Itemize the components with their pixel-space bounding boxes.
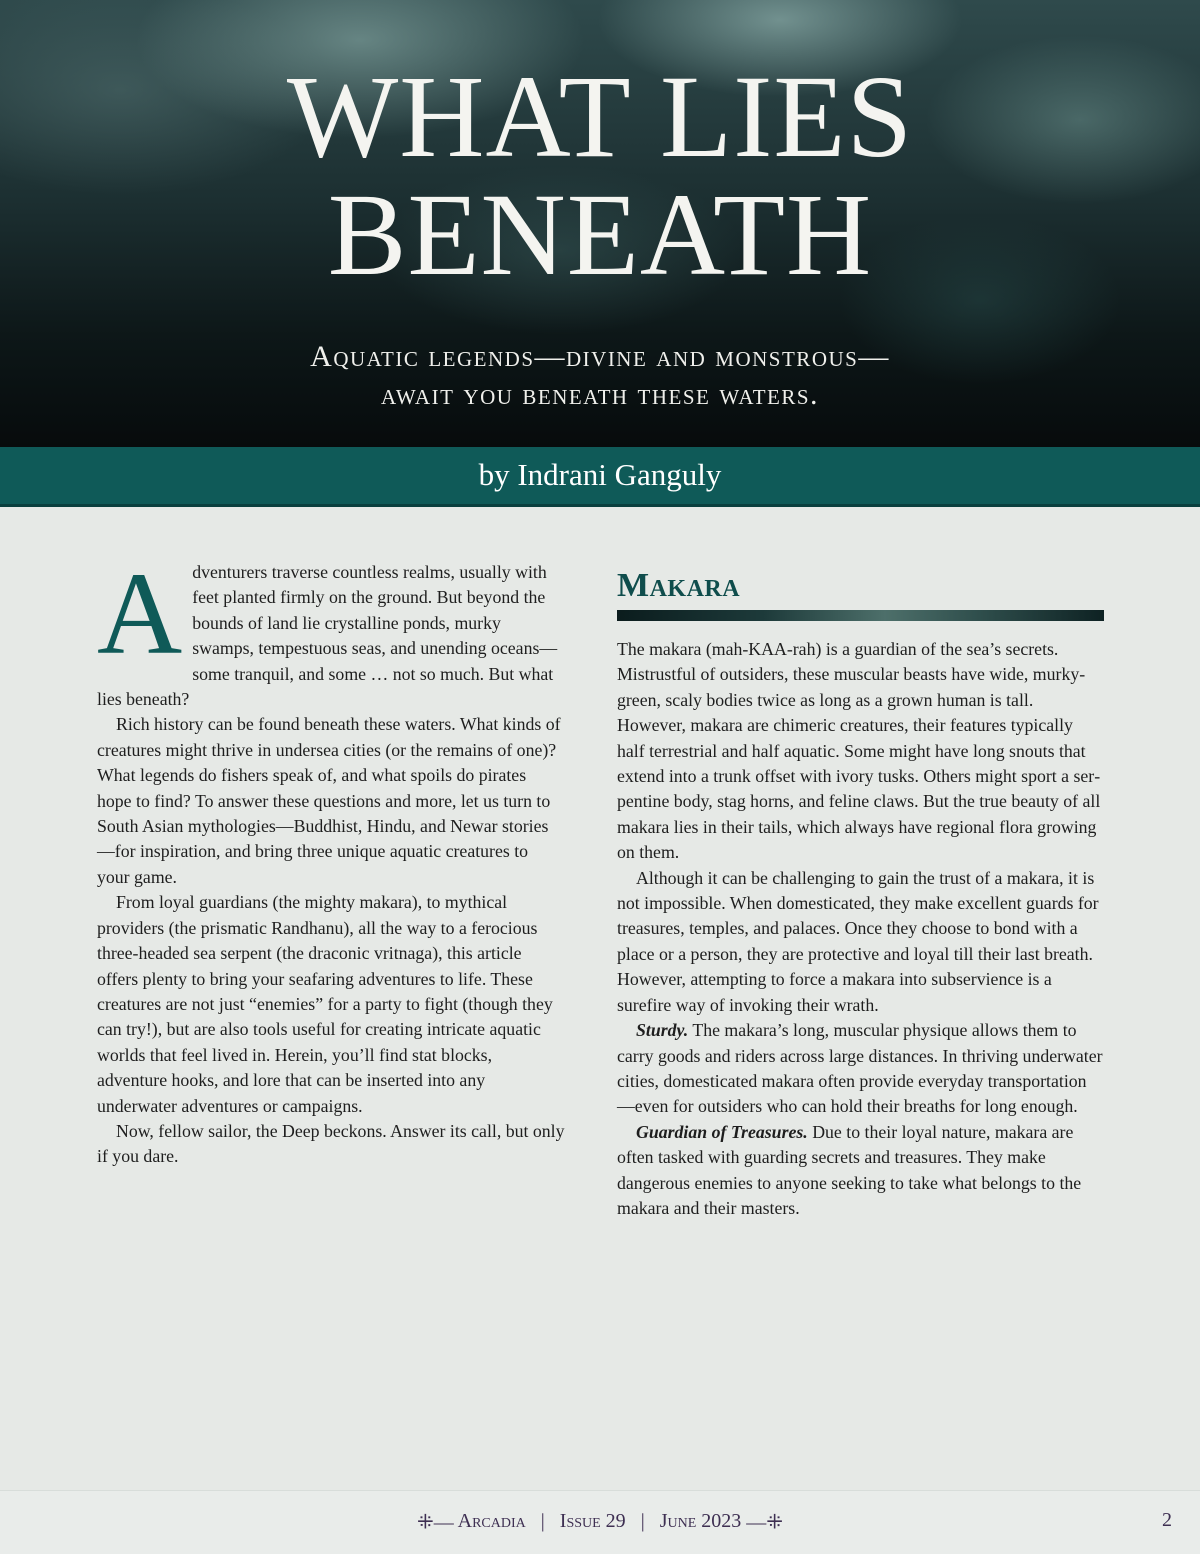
title-line-1: WHAT LIES	[286, 51, 914, 182]
article-subtitle	[0, 338, 1200, 414]
makara-section	[617, 566, 1104, 1221]
makara-paragraph-sturdy	[617, 1018, 1104, 1120]
issue-date: June 2023	[659, 1510, 742, 1532]
section-divider	[617, 610, 1104, 621]
footer-separator: |	[540, 1510, 545, 1532]
sturdy-label: Sturdy.	[636, 1020, 689, 1041]
intro-paragraph-4: Now, fellow sailor, the Deep beckons. Answer its call, but only if you dare.	[97, 1120, 565, 1167]
makara-paragraph-1: The makara (mah-KAA-rah) is a guardian of the sea’s secrets. Mistrustful of outsiders, these muscular beasts have wide, murky-green, scaly bodies twice as long as a grown human is tall. However, makara are chimeric creatures, their features typically half terrestrial and half aquatic. Some might have long snouts that extend into a trunk offset with ivory tusks. Others might sport a serpentine body, stag horns, and feline claws. But the true beauty of all makara lies in their tails, which always have regional flora growing on them.	[617, 639, 1101, 863]
intro-paragraph-2: Rich history can be found beneath these waters. What kinds of creatures might thrive in undersea cities (or the remains of one)? What legends do fishers speak of, and what spoils do pirates hope to find? To answer these questions and more, let us turn to South Asian mythologies—Buddhist, Hindu, and Newar stories—for inspiration, and bring three unique aquatic creatures to your game.	[97, 714, 561, 887]
page-number: 2	[1162, 1509, 1172, 1531]
intro-paragraph-1-text: dventurers traverse countless realms, usually with feet planted firmly on the ground. But beyond the bounds of land lie crystalline ponds, murky swamps, tempestuous seas, and unending oceans—some tranquil, and some … not so much. But what lies beneath?	[97, 562, 558, 710]
drop-cap: A	[97, 548, 183, 679]
hero-banner	[0, 0, 1200, 447]
ornament-left-icon: ⁜—	[416, 1511, 454, 1534]
ornament-right-icon: —⁜	[746, 1511, 784, 1534]
intro-column	[97, 548, 565, 1170]
footer-separator: |	[640, 1510, 645, 1532]
guardian-text: Due to their loyal nature, makara are often tasked with guarding secrets and treasures. They make dangerous enemies to anyone seeking to take what belongs to the makara and their masters.	[617, 1121, 1082, 1218]
author-byline: by Indrani Ganguly	[478, 457, 722, 492]
subtitle-line-2: await you beneath these waters.	[380, 378, 820, 411]
page-footer	[0, 1490, 1200, 1554]
section-heading-makara: Makara	[617, 567, 741, 604]
issue-number: Issue 29	[559, 1510, 626, 1532]
sturdy-text: The makara’s long, muscular physique allows them to carry goods and riders across large distances. In thriving underwater cities, domesticated makara often provide everyday transportation—even for outsiders who can hold their breaths for long enough.	[617, 1020, 1103, 1117]
footer-credits	[0, 1507, 1200, 1536]
title-line-2: BENEATH	[327, 169, 873, 300]
byline-bar	[0, 447, 1200, 507]
publication-name: Arcadia	[457, 1510, 526, 1532]
makara-paragraph-guardian	[617, 1120, 1104, 1222]
makara-paragraph-2: Although it can be challenging to gain the trust of a makara, it is not impossible. When domesticated, they make excellent guards for treasures, temples, and palaces. Once they choose to bond with a place or a person, they are protective and loyal till their last breath. However, attempting to force a makara into subservience is a surefire way of invoking their wrath.	[617, 867, 1099, 1015]
intro-paragraph-1	[97, 548, 565, 712]
article-title	[0, 51, 1200, 300]
subtitle-line-1: Aquatic legends—divine and monstrous—	[310, 340, 890, 373]
intro-paragraph-3: From loyal guardians (the mighty makara), to mythical providers (the prismatic Randhanu), all the way to a ferocious three-headed sea serpent (the draconic vritnaga), this article offers plenty to bring your seafaring adventures to life. These creatures are not just “enemies” for a party to fight (though they can try!), but are also tools useful for creating intricate aquatic worlds that feel lived in. Herein, you’ll find stat blocks, adventure hooks, and lore that can be inserted into any underwater adventures or campaigns.	[97, 892, 553, 1116]
guardian-label: Guardian of Treasures.	[636, 1121, 808, 1142]
